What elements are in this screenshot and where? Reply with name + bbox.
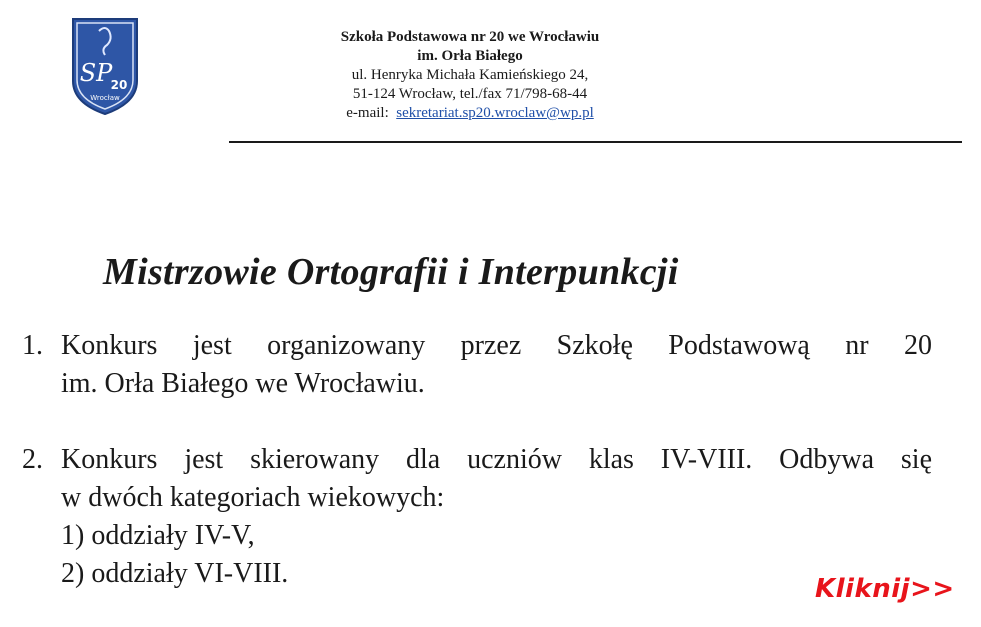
logo-number-text: 20 bbox=[110, 78, 128, 92]
item-text-line: w dwóch kategoriach wiekowych: bbox=[61, 482, 445, 513]
item-text-line: im. Orła Białego we Wrocławiu. bbox=[61, 368, 425, 399]
address-line-1: ul. Henryka Michała Kamieńskiego 24, bbox=[351, 67, 589, 83]
click-here-link[interactable]: Kliknij>> bbox=[815, 574, 955, 604]
item-number: 1. bbox=[22, 330, 43, 361]
school-logo bbox=[69, 13, 141, 117]
item-text-line: Konkurs jest organizowany przez Szkołę Podstawową nr 20 bbox=[61, 330, 932, 361]
list-item bbox=[22, 441, 932, 593]
logo-city-text: Wrocław bbox=[90, 94, 120, 102]
address-line-2: 51-124 Wrocław, tel./fax 71/798-68-44 bbox=[352, 86, 588, 102]
sub-item: 2) oddziały VI-VIII. bbox=[61, 558, 289, 589]
email-link[interactable]: sekretariat.sp20.wroclaw@wp.pl bbox=[396, 105, 594, 121]
school-patron: im. Orła Białego bbox=[417, 48, 523, 64]
school-name: Szkoła Podstawowa nr 20 we Wrocławiu bbox=[340, 29, 600, 45]
header-divider bbox=[229, 141, 962, 143]
email-line bbox=[300, 104, 640, 123]
letterhead bbox=[300, 28, 640, 123]
item-text-line: Konkurs jest skierowany dla uczniów klas IV-VIII. Odbywa się bbox=[61, 444, 932, 475]
email-label: e-mail: bbox=[346, 105, 389, 121]
list-item bbox=[22, 327, 932, 403]
document-title: Mistrzowie Ortografii i Interpunkcji bbox=[103, 251, 679, 293]
item-number: 2. bbox=[22, 444, 43, 475]
rules-list bbox=[22, 327, 932, 593]
logo-main-text: SP bbox=[79, 59, 113, 87]
sub-item: 1) oddziały IV-V, bbox=[61, 520, 255, 551]
